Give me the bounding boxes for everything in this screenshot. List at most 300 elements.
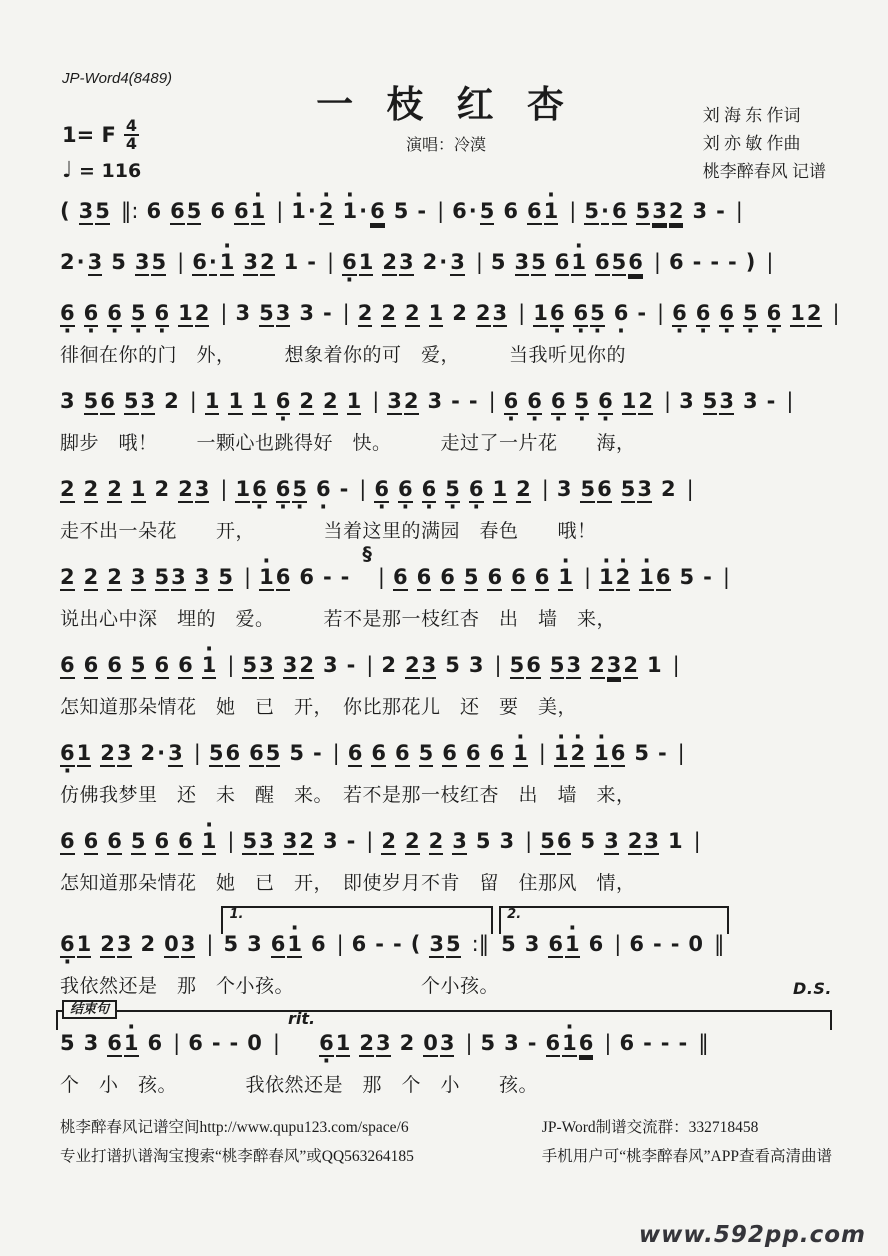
barline: | — [220, 477, 228, 501]
note: 3 — [83, 1031, 99, 1055]
note: 5 — [464, 566, 479, 591]
dash-note: - — [703, 565, 712, 589]
note: 6 · — [319, 1032, 334, 1057]
footer-left-line2: 专业打谱扒谱淘宝搜索“桃李醉春风”或QQ563264185 — [60, 1148, 414, 1166]
dash-note: - — [716, 199, 725, 223]
lyrics-text: 脚步 哦！ 一颗心也跳得好 快。 走过了一片花 海， — [60, 433, 636, 454]
note: 5 — [480, 1031, 496, 1055]
note: 5 — [259, 302, 274, 327]
note: 6 — [579, 1032, 594, 1057]
note: 3 — [259, 830, 274, 855]
barline: | — [786, 389, 794, 413]
note: 5 — [480, 200, 495, 225]
note: 2 — [405, 830, 420, 855]
note: 2 — [422, 250, 438, 274]
footer-left — [60, 1113, 414, 1172]
note: 5 — [634, 741, 649, 765]
barline: | — [677, 741, 685, 765]
ds-marking: D.S. — [793, 979, 832, 998]
note: 3 — [181, 933, 196, 958]
note: 3 — [247, 932, 262, 956]
note: 2 — [590, 654, 605, 679]
note: 5 — [266, 742, 281, 767]
note: 6 — [395, 742, 410, 767]
music-line-3 — [60, 294, 840, 330]
note: 6 — [656, 566, 671, 591]
music-line-5 — [60, 470, 832, 506]
lyrics-text: 个 小 孩。 我依然还是 那 个 小 孩。 — [60, 1075, 539, 1096]
note: 5 — [580, 478, 595, 503]
note: 1 — [77, 742, 92, 767]
note: 3 — [719, 390, 734, 415]
note: 6 — [668, 250, 684, 274]
tempo-marking — [62, 158, 141, 183]
note: 5 — [679, 565, 695, 589]
note: 6 — [210, 199, 225, 223]
lyrics-text: 走不出一朵花 开， 当着这里的满园 春色 哦！ — [60, 521, 597, 542]
note: 3 — [637, 478, 652, 503]
barline: | — [686, 477, 694, 501]
note: 6 — [612, 200, 627, 225]
barline: | — [244, 565, 252, 589]
barline: | — [735, 199, 743, 223]
note: 3 — [243, 251, 258, 276]
barline: | — [604, 1031, 612, 1055]
note: 5 — [510, 654, 525, 679]
note: 5 — [501, 932, 516, 956]
dash-note: - — [393, 932, 402, 956]
barline: | — [672, 653, 680, 677]
note: 3 — [131, 566, 146, 591]
note: · 1 — [562, 1032, 577, 1057]
volta-bracket-2 — [499, 933, 734, 958]
system-2 — [60, 243, 832, 279]
note: 5 · — [575, 390, 590, 415]
note: 3 — [440, 1032, 455, 1057]
note: 6 — [188, 1031, 203, 1055]
note: · 1 — [291, 200, 306, 223]
note: 5 — [111, 250, 126, 274]
note: 1 — [178, 302, 193, 327]
note: 1 — [283, 250, 299, 274]
note: 2 — [299, 654, 314, 679]
note: 2 — [669, 200, 684, 225]
note: · 2 — [616, 566, 631, 591]
note: 6 · — [107, 302, 122, 327]
lyrics-line-3 — [60, 339, 832, 367]
barline: | — [189, 389, 197, 413]
note: 6 — [597, 478, 612, 503]
note: 2 — [60, 250, 75, 274]
note: 6 — [628, 251, 643, 276]
note: 5 — [445, 653, 460, 677]
note: · 1 — [599, 566, 614, 591]
note: 3 — [117, 742, 132, 767]
dash-note: - — [339, 477, 349, 501]
music-line-4 — [60, 382, 832, 418]
dash-note: - — [710, 250, 720, 274]
note: · 1 — [202, 830, 217, 855]
note: 2 — [628, 830, 643, 855]
note: 6 — [619, 1031, 635, 1055]
note: 6 · — [398, 478, 413, 503]
note: 6 · — [672, 302, 687, 327]
segno-icon: § — [362, 543, 372, 565]
note: 1 — [790, 302, 805, 327]
note: · 1 — [565, 933, 580, 958]
note: · 1 — [558, 566, 573, 591]
note: 2 — [429, 830, 444, 855]
note: 3 — [692, 199, 708, 223]
barline: | — [614, 932, 622, 956]
note: 6 — [511, 566, 526, 591]
note: 6 — [503, 199, 519, 223]
note: 3 — [427, 389, 443, 413]
note: 6 — [276, 566, 291, 591]
note: 6 · — [469, 478, 484, 503]
note: 6 — [225, 742, 240, 767]
note: 1 — [667, 829, 683, 853]
dash-note: - — [728, 250, 737, 274]
lyrics-text: 怎知道那朵情花 她 已 开， 你比那花儿 还 要 美， — [60, 697, 578, 718]
system-10 — [60, 925, 832, 998]
note: 2 — [516, 478, 531, 503]
note: 3 — [195, 478, 210, 503]
dash-note: - — [451, 389, 460, 413]
system-1 — [60, 192, 832, 228]
note: 6 — [629, 932, 644, 956]
watermark-url: www.592pp.com — [638, 1222, 866, 1248]
note: 3 — [117, 933, 132, 958]
note: 6 · — [504, 390, 519, 415]
note: 3 — [135, 251, 150, 276]
note: 5 — [703, 390, 718, 415]
note: 2 — [381, 302, 396, 327]
barline: | — [722, 565, 730, 589]
barline: | — [220, 301, 228, 325]
note: 2 — [164, 389, 179, 413]
barline: | — [377, 565, 385, 589]
dash-note: - — [375, 932, 384, 956]
singer-label: 演唱：冷漠 — [405, 137, 486, 154]
note: 6 — [249, 742, 264, 767]
note: 3 — [283, 654, 298, 679]
note: 6 — [393, 566, 408, 591]
note: 6 — [60, 830, 75, 855]
barline: | — [465, 1031, 473, 1055]
system-8 — [60, 734, 832, 807]
barline: | — [272, 1031, 280, 1055]
note: 6 — [178, 830, 193, 855]
note: 6 — [271, 933, 286, 958]
note: 6 — [440, 566, 455, 591]
lyrics-text: 徘徊在你的门 外， 想象着你的可 爱， 当我听见你的 — [60, 345, 627, 366]
note: 6 — [107, 1032, 122, 1057]
note: 3 — [504, 1031, 519, 1055]
music-line-6 — [60, 543, 832, 594]
note: 6 · — [316, 478, 331, 501]
note: 6 — [557, 830, 572, 855]
barline: | — [366, 829, 374, 853]
note: 3 — [743, 389, 758, 413]
barline: | — [657, 301, 665, 325]
note: 2 — [60, 566, 75, 591]
note: 3 — [679, 389, 694, 413]
dash-note: - — [340, 565, 350, 589]
note: 3 — [283, 830, 298, 855]
note: 3 — [276, 302, 291, 327]
note: 5 · — [131, 302, 146, 327]
note: 2 — [660, 477, 676, 501]
note: 5 — [550, 654, 565, 679]
note: 6 · — [422, 478, 437, 503]
note: 6 — [527, 200, 542, 225]
note: 1 — [205, 390, 220, 415]
dash-note: - — [346, 653, 356, 677]
note: 2 — [299, 390, 314, 415]
note: 5 · — [445, 478, 460, 503]
note: 2 — [195, 302, 210, 327]
time-signature-bottom: 4 — [125, 134, 138, 153]
paren: ( — [60, 199, 70, 223]
dash-note: - — [322, 565, 332, 589]
note: 6 · — [767, 302, 782, 327]
dash-note: - — [657, 741, 667, 765]
composer-credit: 刘 亦 敏 作曲 — [702, 134, 801, 154]
dash-note: - — [692, 250, 702, 274]
note: 6 · — [551, 390, 566, 415]
score — [60, 192, 840, 1097]
note: 6 — [548, 933, 563, 958]
note: 5 — [124, 390, 139, 415]
music-line-10 — [60, 925, 832, 961]
system-11 — [60, 1001, 832, 1097]
note: 5 — [446, 933, 461, 958]
lyrics-text: 怎知道那朵情花 她 已 开， 即使岁月不肯 留 住那风 情， — [60, 873, 636, 894]
note: 1 — [77, 933, 92, 958]
barline: | — [664, 389, 672, 413]
note: 6 · — [84, 302, 99, 327]
note: · 1 — [544, 200, 559, 225]
barline: | — [518, 301, 526, 325]
note: 2 — [381, 830, 396, 855]
barline: ‖ — [714, 932, 725, 956]
note: 2 — [100, 742, 115, 767]
barline: | — [193, 741, 201, 765]
barline: | — [475, 250, 483, 274]
note: 6 · — [342, 251, 357, 276]
note: 2 — [84, 478, 99, 503]
lyrics-line-4 — [60, 427, 832, 455]
barline: | — [569, 199, 577, 223]
dash-note: - — [312, 741, 322, 765]
note: 6 — [107, 654, 122, 679]
note: 1 — [336, 1032, 351, 1057]
note: 6 · — [60, 933, 75, 958]
note: 2 — [100, 933, 115, 958]
note: 6 — [84, 830, 99, 855]
note: 5 — [242, 830, 257, 855]
note: · 1 — [639, 566, 654, 591]
barline: | — [525, 829, 533, 853]
paren: ( — [410, 932, 421, 956]
note: 6 · — [550, 302, 565, 327]
barline: | — [342, 301, 350, 325]
note: 3 — [604, 830, 619, 855]
augmentation-dot: · — [76, 250, 85, 274]
music-line-7 — [60, 646, 832, 682]
note: 2 — [381, 653, 396, 677]
note: 6 — [60, 654, 75, 679]
lyrics-line-11 — [60, 1069, 832, 1097]
footer-right — [542, 1113, 832, 1172]
note: 5 — [490, 250, 506, 274]
note: 3 — [422, 654, 437, 679]
note: 3 — [195, 566, 210, 591]
augmentation-dot: · — [157, 741, 166, 765]
barline: | — [336, 932, 344, 956]
note: 3 — [515, 251, 530, 276]
note: 3 — [387, 390, 402, 415]
barline: | — [332, 741, 340, 765]
key-tempo-block — [62, 118, 141, 183]
note: 1 — [235, 478, 250, 503]
footer — [60, 1113, 832, 1172]
system-6 — [60, 543, 832, 631]
note: 6 — [146, 199, 162, 223]
note: 3 — [259, 654, 274, 679]
note: 6 — [611, 742, 626, 767]
lyrics-line-5 — [60, 515, 832, 543]
note: 1 — [646, 653, 662, 677]
barline: | — [494, 653, 502, 677]
dash-note: - — [346, 829, 356, 853]
barline: | — [173, 1031, 181, 1055]
note: 2 — [358, 302, 373, 327]
tempo-value: = 116 — [79, 160, 142, 182]
note: 6 — [489, 742, 504, 767]
note: 6 · — [155, 302, 170, 327]
note: 2 — [178, 478, 193, 503]
note: 2 — [476, 302, 491, 327]
note: 5 — [636, 200, 651, 225]
music-line-8 — [60, 734, 832, 770]
augmentation-dot: · — [209, 251, 217, 276]
note: 0 — [423, 1032, 438, 1057]
note: 6 — [192, 251, 207, 276]
note: 3 — [566, 654, 581, 679]
dash-note: - — [678, 1031, 688, 1055]
dash-note: - — [417, 199, 427, 223]
note: 2 — [84, 566, 99, 591]
dash-note: - — [322, 301, 332, 325]
note: 2 — [140, 932, 156, 956]
transcriber-credit: 桃李醉春风 记谱 — [702, 162, 826, 182]
barline: ‖: — [120, 199, 139, 223]
key-label: 1= F — [62, 123, 116, 147]
note: · 1 — [571, 251, 586, 276]
augmentation-dot: · — [439, 250, 448, 274]
note: 1 — [429, 302, 444, 327]
time-signature-top: 4 — [125, 116, 138, 135]
note: 2 — [107, 566, 122, 591]
note: 3 — [499, 829, 515, 853]
note: 0 — [164, 933, 179, 958]
note: 3 — [450, 251, 465, 276]
note: 3 — [322, 653, 338, 677]
note: 2 — [404, 390, 419, 415]
note: 2 — [60, 478, 75, 503]
note: 3 — [299, 301, 314, 325]
note: 6 — [299, 565, 314, 589]
note: 2 — [807, 302, 822, 327]
note: 3 — [376, 1032, 391, 1057]
note: 5 — [531, 251, 546, 276]
note: 5 — [242, 654, 257, 679]
note: 1 — [131, 478, 146, 503]
note: 3 — [652, 200, 667, 225]
lyrics-text: 仿佛我梦里 还 未 醒 来。 若不是那一枝红杏 出 墙 来， — [60, 785, 636, 806]
note: 6 · — [276, 390, 291, 415]
barline: | — [538, 741, 546, 765]
system-5 — [60, 470, 832, 543]
augmentation-dot: · — [359, 199, 368, 223]
note: 6 — [170, 200, 185, 225]
note: 5 — [419, 742, 434, 767]
footer-left-line1: 桃李醉春风记谱空间http://www.qupu123.com/space/6 — [60, 1119, 409, 1136]
note: 1 — [228, 390, 243, 415]
note: 5 — [584, 200, 599, 225]
note: 6 — [588, 932, 604, 956]
augmentation-dot: · — [468, 199, 477, 223]
note: 5 — [393, 199, 409, 223]
lyrics-text: 我依然还是 那 个小孩。 个小孩。 — [60, 976, 500, 997]
ending-label: 结束句 — [62, 1000, 117, 1019]
lyrics-line-7 — [60, 691, 832, 719]
quarter-note-icon: ♩ — [62, 158, 73, 183]
note: · 1 — [513, 742, 528, 767]
note: 3 — [607, 654, 622, 679]
note: 5 — [223, 932, 239, 956]
footer-right-line1: JP-Word制谱交流群：332718458 — [541, 1119, 759, 1136]
note: 1 — [533, 302, 548, 327]
augmentation-dot: · — [307, 199, 316, 223]
lyrics-text: 说出心中深 埋的 爱。 若不是那一枝红杏 出 墙 来， — [60, 609, 617, 630]
system-4 — [60, 382, 832, 455]
note: 6 — [147, 1031, 163, 1055]
note: 2 — [399, 1031, 415, 1055]
lyrics-line-8 — [60, 779, 832, 807]
barline: | — [488, 389, 496, 413]
rit-marking: rit. — [287, 1009, 316, 1028]
lyricist-credit: 刘 海 东 作词 — [702, 106, 801, 125]
note: 5 — [218, 566, 233, 591]
note: 6 — [155, 654, 170, 679]
music-line-9 — [60, 822, 832, 858]
dash-note: - — [211, 1031, 221, 1055]
system-7 — [60, 646, 832, 719]
note: 6 — [100, 390, 115, 415]
note: · 1 — [251, 200, 266, 225]
note: 6 — [370, 200, 385, 225]
footer-right-line2: 手机用户可“桃李醉春风”APP查看高清曲谱 — [541, 1148, 832, 1166]
barline: | — [437, 199, 445, 223]
note: 6 — [84, 654, 99, 679]
note: 5 · — [590, 302, 605, 327]
note: 3 — [399, 251, 414, 276]
note: 2 — [623, 654, 638, 679]
note: 3 — [452, 830, 467, 855]
